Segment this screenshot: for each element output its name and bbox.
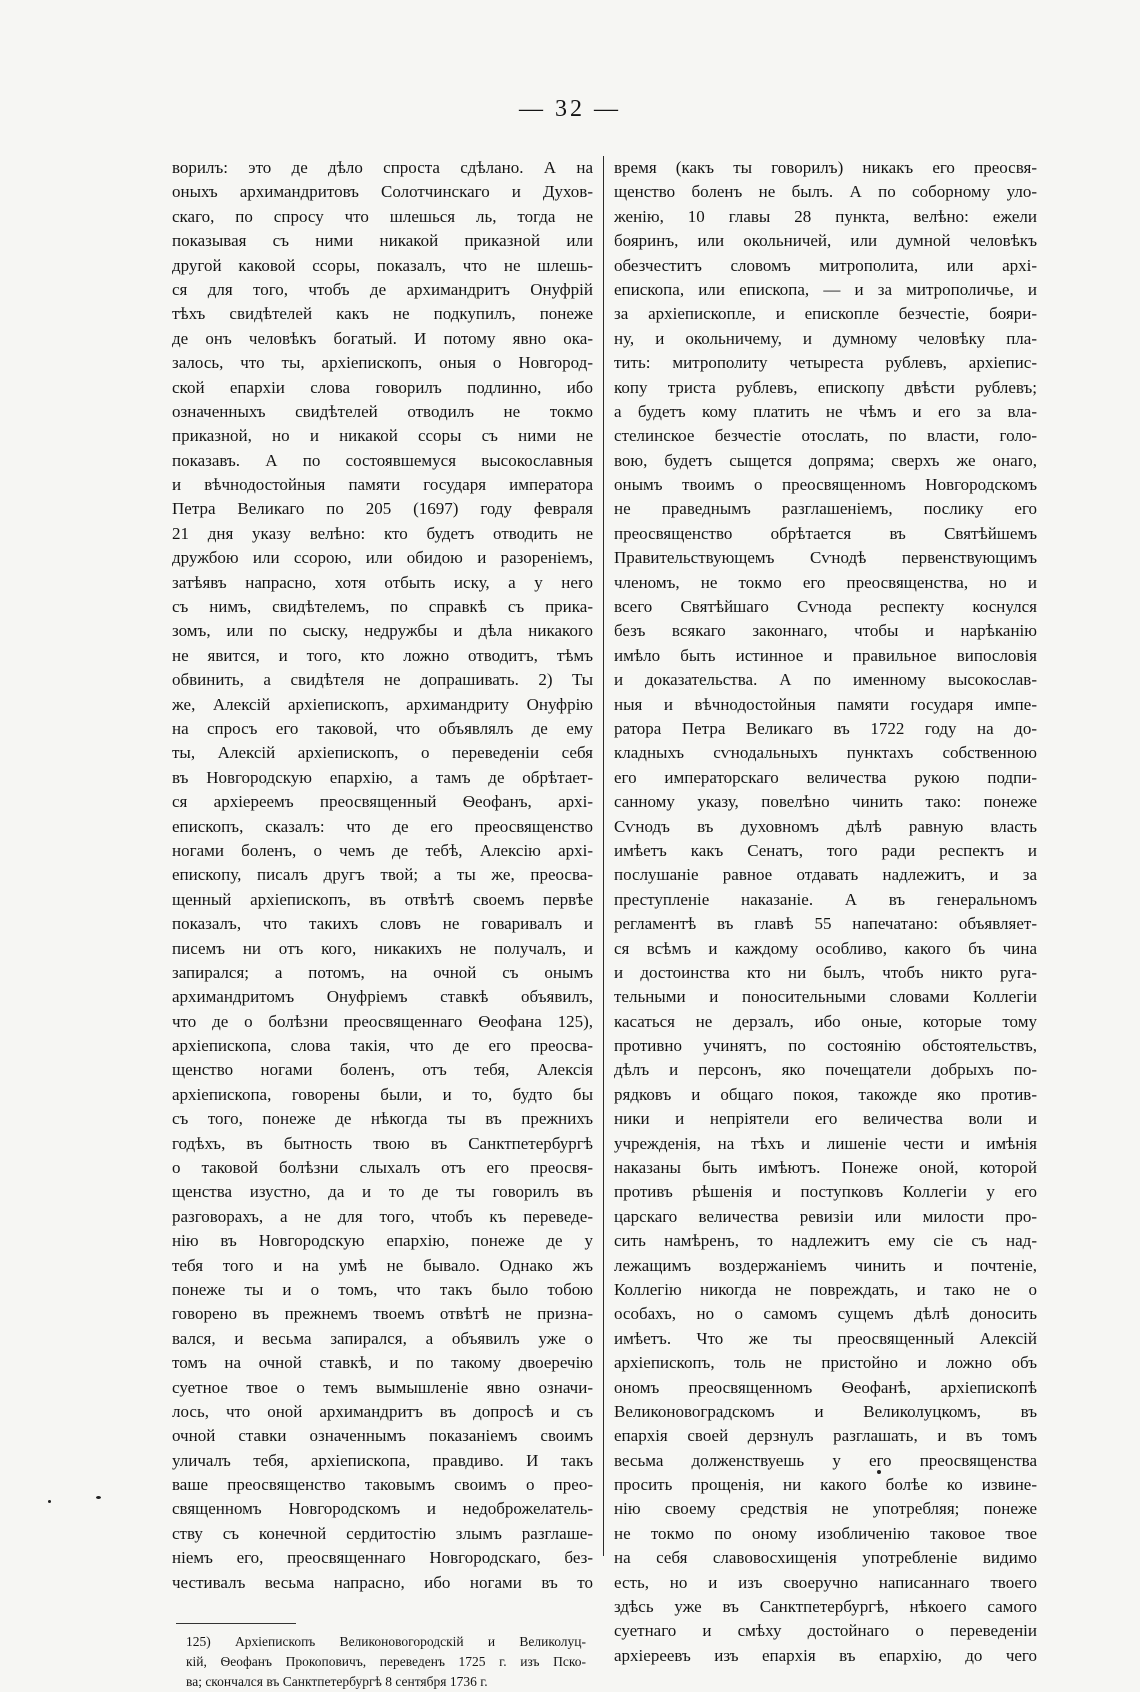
left-column-line: говорено въ прежнемъ твоемъ отвѣтѣ не призна- <box>172 1304 593 1324</box>
right-column-line: и достоинства кто ни былъ, чтобъ никто руга- <box>614 962 1037 982</box>
print-speck <box>96 1496 101 1499</box>
footnote-line: 125) Архіепископъ Великоновогородскій и Великолуц- <box>186 1634 586 1649</box>
right-column-line: обезчеститъ словомъ митрополита, или архі- <box>614 255 1037 275</box>
right-column-line: царскаго величества ревизіи или милости про- <box>614 1206 1037 1226</box>
right-column-line: ономъ преосвященномъ Ѳеофанѣ, архіепископѣ <box>614 1377 1037 1397</box>
footnote-line: кій, Ѳеофанъ Прокоповичъ, переведенъ 1725 г. изъ Пско- <box>186 1654 586 1669</box>
left-column-line: щенство ногами боленъ, отъ тебя, Алексія <box>172 1060 593 1080</box>
left-column-line: показывая съ ними никакой приказной или <box>172 231 593 251</box>
left-column-line: щенства изустно, да и то де ты говорилъ въ <box>172 1182 593 1202</box>
right-column-line: Правительствующемъ Сѵнодѣ первенствующимъ <box>614 548 1037 568</box>
left-column-line: ству съ конечной сердитостію злымъ разглаше- <box>172 1523 593 1543</box>
right-column-line: щенство боленъ не былъ. А по соборному уло- <box>614 182 1037 202</box>
left-column-line: уличалъ тебя, архіепископа, правдиво. И такъ <box>172 1450 593 1470</box>
right-column <box>614 156 1037 1668</box>
left-column-line: нію въ Новгородскую епархію, понеже де у <box>172 1231 593 1251</box>
right-column-line: касаться не дерзалъ, ибо оные, которые тому <box>614 1011 1037 1031</box>
left-column-line: показалъ, что такихъ словъ не говаривалъ и <box>172 914 593 934</box>
left-column-line: показавъ. А по состоявшемуся высокославныя <box>172 450 593 470</box>
right-column-line: преступленіе наказаніе. А въ генеральномъ <box>614 889 1037 909</box>
footnote-line: ва; скончался въ Санктпетербургѣ 8 сентября 1736 г. <box>186 1674 488 1689</box>
right-column-line: онымъ твоимъ о преосвященномъ Новгородскомъ <box>614 475 1037 495</box>
right-column-line: просить прощенія, ни какого болѣе ко извине- <box>614 1475 1037 1495</box>
right-column-line: тить: митрополиту четыреста рублевъ, архіепис- <box>614 353 1037 373</box>
right-column-line: женію, 10 главы 28 пункта, велѣно: ежели <box>614 206 1037 226</box>
right-column-line: учрежденія, на тѣхъ и лишеніе чести и имѣнія <box>614 1133 1037 1153</box>
left-column-line: писемъ ни отъ кого, никакихъ не получалъ, и <box>172 938 593 958</box>
left-column-line: ворилъ: это де дѣло спроста сдѣлано. А на <box>172 158 593 177</box>
right-column-line: архіереевъ изъ епархія въ епархію, до чего <box>614 1645 1037 1665</box>
left-column-line: ся для того, чтобъ де архимандритъ Онуфрій <box>172 279 593 299</box>
left-column-line: архіепископа, говорены были, и то, будто бы <box>172 1084 593 1104</box>
left-column-line: въ Новгородскую епархію, а тамъ де обрѣтает- <box>172 767 593 787</box>
left-column-line: священномъ Новгородскомъ и недоброжелатель- <box>172 1499 593 1519</box>
right-column-line: дѣлъ и персонъ, яко почещатели добрыхъ по- <box>614 1060 1037 1080</box>
left-column-line: и вѣчнодостойныя памяти государя императора <box>172 475 593 495</box>
left-column-line: щенный архіепископъ, въ отвѣтѣ своемъ первѣе <box>172 889 593 909</box>
right-column-line: а будетъ кому платить не чѣмъ и его за вла- <box>614 401 1037 421</box>
right-column-line: вою, будетъ сыщется допряма; сверхъ же онаго, <box>614 450 1037 470</box>
right-column-line: регламентѣ въ главѣ 55 напечатано: объявляет- <box>614 914 1037 934</box>
left-column-line: же, Алексій архіепископъ, архимандриту Онуфрію <box>172 694 593 714</box>
left-column-line: епископъ, сказалъ: что де его преосвященство <box>172 816 593 836</box>
right-column-line: членомъ, не токмо его преосвященства, но и <box>614 572 1037 592</box>
right-column-line: здѣсь уже въ Санктпетербургѣ, нѣкоего самого <box>614 1597 1037 1617</box>
right-column-line: бояринъ, или окольничей, или думной человѣкъ <box>614 231 1037 251</box>
right-column-line: наказаны быть имѣютъ. Понеже оной, которой <box>614 1158 1037 1178</box>
right-column-line: весьма долженствуешь у его преосвященства <box>614 1450 1037 1470</box>
right-column-line: имѣетъ. Что же ты преосвященный Алексій <box>614 1328 1037 1348</box>
left-column-line: залось, что ты, архіепископъ, оныя о Новгород- <box>172 353 593 373</box>
left-column-line: епископу, писалъ другъ твой; а ты же, преосва- <box>172 865 593 885</box>
right-column-line: копу триста рублевъ, епископу двѣсти рублевъ; <box>614 377 1037 397</box>
right-column-line: противно учинятъ, по состоянію обстоятельствъ, <box>614 1036 1037 1056</box>
right-column-line: санному указу, повелѣно чинить тако: понеже <box>614 792 1037 812</box>
page-number: — 32 — <box>519 96 621 122</box>
right-column-line: стелинское безчестіе отослать, по власти, голо- <box>614 426 1037 446</box>
left-column-line: обвинить, а свидѣтеля не допрашивать. 2) Ты <box>172 670 593 690</box>
right-column-line: преосвященство обрѣтается въ Святѣйшемъ <box>614 523 1037 543</box>
left-column-line: съ того, понеже де нѣкогда ты въ прежнихъ <box>172 1109 593 1129</box>
left-column-line: дружбою или ссорою, или обидою и разореніемъ, <box>172 548 593 568</box>
left-column-line: другой каковой ссоры, показалъ, что не шлешь- <box>172 255 593 275</box>
left-column-line: ваше преосвященство таковымъ своимъ о прео- <box>172 1475 593 1495</box>
left-column-line: тѣхъ свидѣтелей какъ не подкупилъ, понеже <box>172 304 593 324</box>
right-column-line: епископа, или епископа, — и за митрополичье, и <box>614 279 1037 299</box>
right-column-line: есть, но и изъ своеручно написаннаго твоего <box>614 1572 1037 1592</box>
right-column-line: его императорскаго величества рукою подпи- <box>614 767 1037 787</box>
right-column-line: суетнаго и смѣху достойнаго о переведеніи <box>614 1621 1037 1641</box>
right-column-line: сить намѣренъ, то надлежитъ ему сіе съ над- <box>614 1231 1037 1251</box>
footnote <box>186 1632 586 1692</box>
right-column-line: Великоновоградскомъ и Великолуцкомъ, въ <box>614 1401 1037 1421</box>
print-speck <box>48 1500 51 1503</box>
left-column-line: архіепископа, слова такія, что де его преосва- <box>172 1036 593 1056</box>
left-column-line: вался, и весьма запирался, а объявилъ уже о <box>172 1328 593 1348</box>
right-column-line: время (какъ ты говорилъ) никакъ его преосвя- <box>614 158 1037 177</box>
left-column-line: запирался; а потомъ, на очной съ онымъ <box>172 962 593 982</box>
right-column-line: послушаніе равное отдавать надлежитъ, и за <box>614 865 1037 885</box>
left-column-line: не явится, и того, кто ложно отводитъ, тѣмъ <box>172 645 593 665</box>
footnote-rule <box>176 1623 296 1624</box>
right-column-line: безъ всякаго законнаго, чтобы и нарѣканію <box>614 621 1037 641</box>
left-column-line: годѣхъ, въ бытность твою въ Санктпетербургѣ <box>172 1133 593 1153</box>
left-column-line: ты, Алексій архіепископъ, о переведеніи себя <box>172 743 593 763</box>
left-column-line: означенныхъ свидѣтелей отводилъ не токмо <box>172 401 593 421</box>
right-column-line: особахъ, но о самомъ сущемъ дѣлѣ доносить <box>614 1304 1037 1324</box>
right-column-line: епархія своей дерзнулъ разглашать, и въ томъ <box>614 1426 1037 1446</box>
left-column-line: суетное твое о темъ вымышленіе явно означи- <box>172 1377 593 1397</box>
right-column-line: не праведнымъ разглашеніемъ, послику его <box>614 499 1037 519</box>
right-column-line: ну, и окольничему, и думному человѣку пла- <box>614 328 1037 348</box>
right-column-line: имѣло быть истинное и правильное випословія <box>614 645 1037 665</box>
right-column-line: архіепископъ, толь не пристойно и ложно объ <box>614 1353 1037 1373</box>
left-column-line: скаго, по спросу что шлешься ль, тогда не <box>172 206 593 226</box>
left-column-line: что де о болѣзни преосвященнаго Ѳеофана 125), <box>172 1011 593 1031</box>
right-column-line: всего Святѣйшаго Сѵнода респекту коснулся <box>614 597 1037 617</box>
left-column-line: очной ставки означеннымъ показаніемъ своимъ <box>172 1426 593 1446</box>
right-column-line: ратора Петра Великаго въ 1722 году на до- <box>614 718 1037 738</box>
left-column-line: съ нимъ, свидѣтелемъ, по справкѣ съ прика- <box>172 597 593 617</box>
left-column-line: ся архіереемъ преосвященный Ѳеофанъ, архі- <box>172 792 593 812</box>
left-column-line: ніемъ его, преосвященнаго Новгородскаго, без- <box>172 1548 593 1568</box>
right-column-line: нію своему средствія не употребляя; понеже <box>614 1499 1037 1519</box>
left-column-line: понеже ты и о томъ, что такъ было тобою <box>172 1279 593 1299</box>
left-column-line: ногами боленъ, о чемъ де тебѣ, Алексію архі- <box>172 840 593 860</box>
left-column-line: архимандритомъ Онуфріемъ ставкѣ объявилъ, <box>172 987 593 1007</box>
left-column-line: 21 дня указу велѣно: кто будетъ отводить не <box>172 523 593 543</box>
left-column-line: де онъ человѣкъ богатый. И потому явно ока- <box>172 328 593 348</box>
right-column-line: рядковъ и общаго покоя, такожде яко против- <box>614 1084 1037 1104</box>
left-column-line: затѣявъ напрасно, хотя отбыть иску, а у него <box>172 572 593 592</box>
right-column-line: противъ рѣшенія и поступковъ Коллегіи у его <box>614 1182 1037 1202</box>
right-column-line: тельными и поносительными словами Коллегіи <box>614 987 1037 1007</box>
right-column-line: ныя и вѣчнодостойныя памяти государя импе- <box>614 694 1037 714</box>
left-column-line: тебя того и на умѣ не бывало. Однако жъ <box>172 1255 593 1275</box>
right-column-line: на себя славовосхищенія употребленіе видимо <box>614 1548 1037 1568</box>
left-column-line: о таковой болѣзни слыхалъ отъ его преосвя- <box>172 1158 593 1178</box>
right-column-line: ся всѣмъ и каждому особливо, какого бъ чина <box>614 938 1037 958</box>
right-column-line: ники и непріятели его величества воли и <box>614 1109 1037 1129</box>
right-column-line: и доказательства. А по именному высокослав- <box>614 670 1037 690</box>
left-column-line: томъ на очной ставкѣ, и по такому двоеречію <box>172 1353 593 1373</box>
left-column-line: зомъ, или по сыску, недружбы и дѣла никакого <box>172 621 593 641</box>
right-column-line: за архіепископле, и епископле безчестіе, бояри- <box>614 304 1037 324</box>
left-column-line: на спросъ его таковой, что объявлялъ де ему <box>172 718 593 738</box>
left-column-line: разговорахъ, а не для того, чтобъ къ переведе- <box>172 1206 593 1226</box>
left-column-line: честивалъ весьма напрасно, ибо ногами въ то <box>172 1572 593 1592</box>
left-column <box>172 156 593 1595</box>
left-column-line: ской епархіи слова говорилъ подлинно, ибо <box>172 377 593 397</box>
left-column-line: лось, что оной архимандритъ въ допросѣ и съ <box>172 1401 593 1421</box>
column-divider <box>603 156 604 1556</box>
print-speck <box>877 1470 881 1474</box>
left-column-line: оныхъ архимандритовъ Солотчинскаго и Духов- <box>172 182 593 202</box>
left-column-line: приказной, но и никакой ссоры съ ними не <box>172 426 593 446</box>
right-column-line: Сѵнодъ въ духовномъ дѣлѣ равную власть <box>614 816 1037 836</box>
right-column-line: Коллегію никогда не повреждать, и тако не о <box>614 1279 1037 1299</box>
right-column-line: не токмо по оному изобличенію таковое твое <box>614 1523 1037 1543</box>
left-column-line: Петра Великаго по 205 (1697) году февраля <box>172 499 593 519</box>
right-column-line: имѣетъ какъ Сенатъ, того ради респектъ и <box>614 840 1037 860</box>
right-column-line: лежащимъ воздержаніемъ чинить и почтеніе, <box>614 1255 1037 1275</box>
right-column-line: кладныхъ сѵнодальныхъ пунктахъ собственною <box>614 743 1037 763</box>
